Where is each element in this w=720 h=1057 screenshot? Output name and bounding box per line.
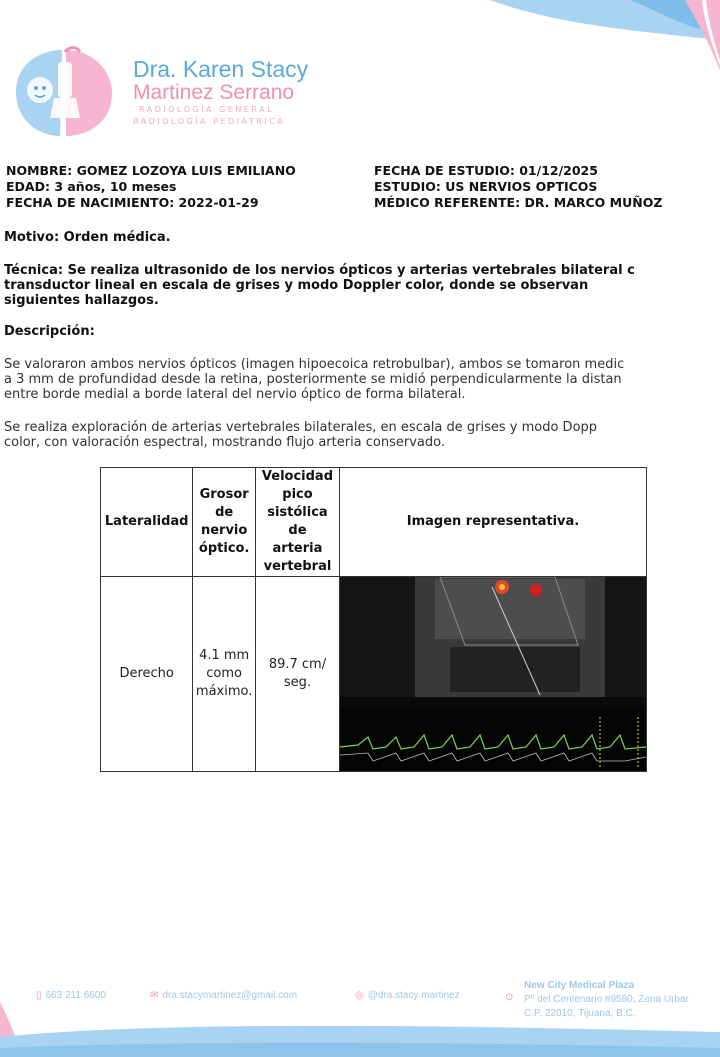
specialty-pediatric: RADIOLOGÍA PEDIÁTRICA [133, 117, 286, 126]
header-velocity: Velocidad pico sistólica de arteria vertebral [255, 468, 339, 577]
study-date: FECHA DE ESTUDIO: 01/12/2025 [374, 163, 598, 178]
desc-p1-line1: Se valoraron ambos nervios ópticos (imagen hipoecoica retrobulbar), ambos se tomaron medic [4, 357, 625, 372]
patient-info-right [374, 163, 662, 211]
cell-thickness: 4.1 mm como máximo. [193, 577, 256, 772]
tecnica-line3: siguientes hallazgos. [4, 293, 159, 308]
doppler-ultrasound-image [340, 577, 647, 772]
doctor-brand [133, 56, 308, 128]
header-thickness: Grosor de nervio óptico. [193, 468, 256, 577]
header-image: Imagen representativa. [340, 468, 647, 577]
specialty-general: RADIOLOGÍA GENERAL [139, 105, 275, 114]
table-header-row [101, 468, 647, 577]
doctor-name-line1: Dra. Karen Stacy [133, 56, 309, 82]
cell-laterality: Derecho [101, 577, 193, 772]
footer-social: ◎ @dra.stacy martinez [355, 990, 460, 1001]
clinic-logo [10, 42, 118, 142]
motivo: Motivo: Orden médica. [4, 230, 171, 245]
address-line1: Pº del Centenario #9580, Zona Urbar [524, 994, 689, 1005]
desc-p1-line2: a 3 mm de profundidad desde la retina, posteriormente se midió perpendicularmente la distan [4, 372, 622, 387]
footer-address [524, 979, 689, 1021]
desc-p2-line2: color, con valoración espectral, mostrando flujo arteria conservado. [4, 435, 446, 450]
desc-p1-line3: entre borde medial a borde lateral del nervio óptico de forma bilateral. [4, 387, 466, 402]
patient-name: NOMBRE: GOMEZ LOZOYA LUIS EMILIANO [6, 163, 296, 178]
footer-email: ✉ dra.stacymartinez@gmail.com [150, 990, 298, 1001]
desc-p2-line1: Se realiza exploración de arterias vertebrales bilaterales, en escala de grises y modo Dopp [4, 420, 598, 435]
descripcion-title: Descripción: [4, 324, 95, 339]
footer-phone: ▯ 663 211 6600 [36, 990, 106, 1001]
tecnica-line1: Técnica: Se realiza ultrasonido de los nervios ópticos y arterias vertebrales bilateral c [4, 263, 635, 278]
location-icon: ⊙ [505, 992, 514, 1003]
mail-icon: ✉ [150, 990, 159, 1001]
doctor-name-line2: Martinez Serrano [133, 81, 295, 104]
cell-velocity: 89.7 cm/ seg. [255, 577, 339, 772]
table-row [101, 577, 647, 772]
header-laterality: Lateralidad [101, 468, 193, 577]
results-table [100, 467, 647, 772]
header-wave-decoration [470, 0, 720, 70]
phone-icon: ▯ [36, 990, 42, 1001]
patient-age: EDAD: 3 años, 10 meses [6, 179, 177, 194]
patient-birthdate: FECHA DE NACIMIENTO: 2022-01-29 [6, 195, 259, 210]
study-type: ESTUDIO: US NERVIOS OPTICOS [374, 179, 598, 194]
referring-doctor: MÉDICO REFERENTE: DR. MARCO MUÑOZ [374, 195, 663, 210]
instagram-icon: ◎ [355, 990, 364, 1001]
clinic-place: New City Medical Plaza [524, 980, 635, 991]
tecnica-line2: transductor lineal en escala de grises y modo Doppler color, donde se observan [4, 278, 589, 293]
patient-info-left [6, 163, 296, 211]
address-line2: C.P. 22010, Tijuana, B.C. [524, 1008, 636, 1019]
